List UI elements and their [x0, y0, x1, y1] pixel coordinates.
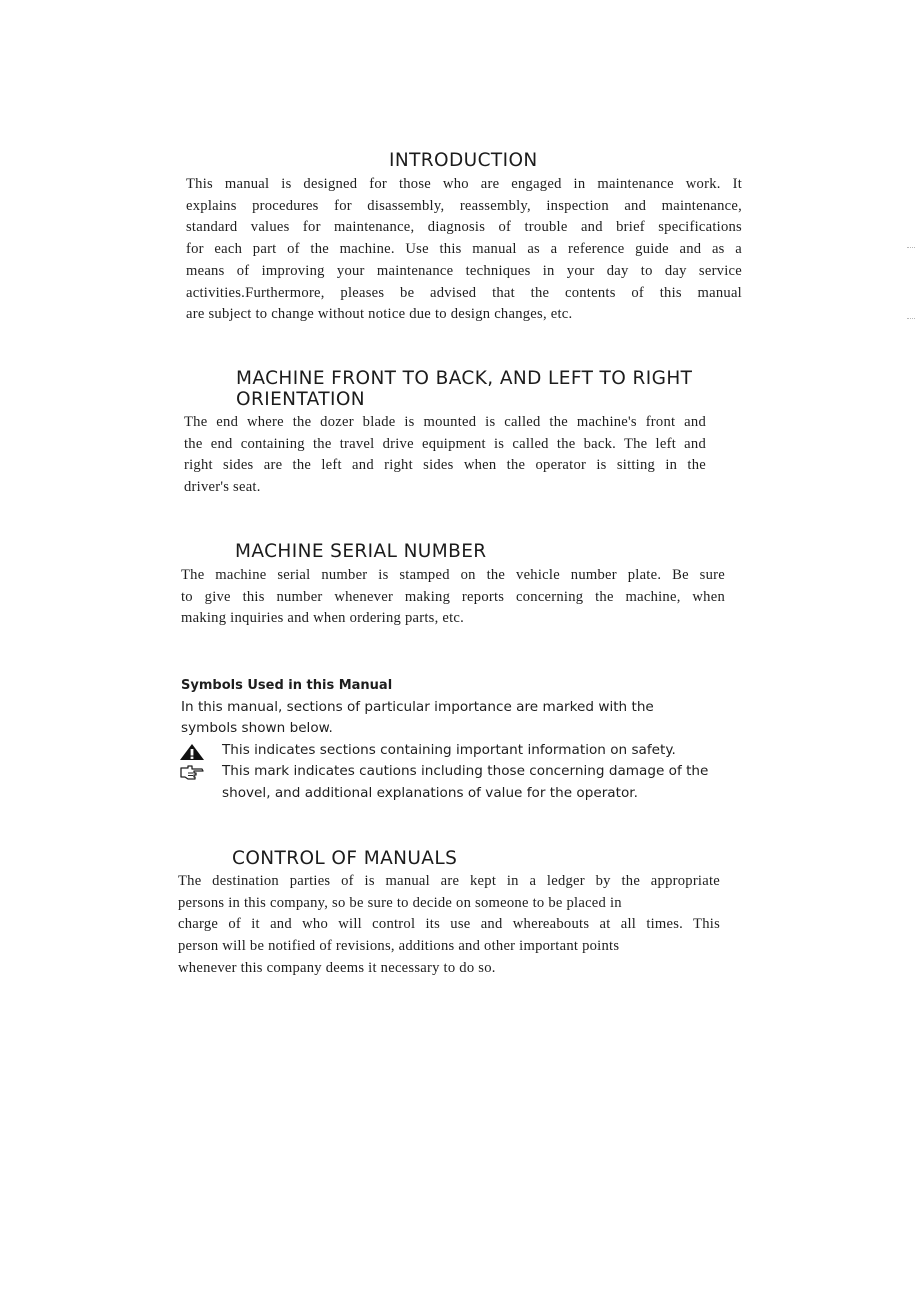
- text-line: shovel, and additional explanations of value for the operator.: [222, 784, 638, 801]
- orientation-heading-line-2: ORIENTATION: [236, 389, 366, 410]
- text-line: The machine serial number is stamped on the vehicle number plate. Be sure: [181, 567, 725, 583]
- note-symbol-row: [181, 761, 708, 783]
- text-line: whenever this company deems it necessary to do so.: [178, 959, 496, 976]
- text-line: to give this number whenever making reports concerning the machine, when: [181, 588, 725, 605]
- text-line: symbols shown below.: [181, 720, 333, 736]
- orientation-heading-line-1: MACHINE FRONT TO BACK, AND LEFT TO RIGHT: [236, 368, 693, 389]
- text-line: persons in this company, so be sure to decide on someone to be placed in: [178, 894, 622, 911]
- symbols-section: [181, 675, 708, 804]
- text-line: the end containing the travel drive equipment is called the back. The left and: [184, 435, 706, 452]
- introduction-heading: INTRODUCTION: [389, 150, 538, 171]
- control-of-manuals-paragraph: [178, 871, 720, 980]
- text-line: explains procedures for disassembly, reassembly, inspection and maintenance,: [186, 197, 742, 214]
- text-line: person will be notified of revisions, additions and other important points: [178, 938, 620, 955]
- text-line: The end where the dozer blade is mounted is called the machine's front and: [184, 414, 706, 430]
- serial-number-paragraph: [181, 565, 725, 630]
- introduction-paragraph: [186, 174, 742, 326]
- text-line: making inquiries and when ordering parts, etc.: [181, 610, 465, 627]
- text-line: The destination parties of is manual are kept in a ledger by the appropriate: [178, 873, 720, 889]
- text-line: for each part of the machine. Use this manual as a reference guide and as a: [186, 241, 742, 258]
- text-line: charge of it and who will control its use and whereabouts at all times. This: [178, 916, 720, 933]
- scan-speck: [907, 318, 915, 321]
- text-line: are subject to change without notice due to design changes, etc.: [186, 306, 573, 323]
- symbols-heading: Symbols Used in this Manual: [181, 678, 393, 693]
- note-symbol-text: This mark indicates cautions including those concerning damage of the: [222, 763, 709, 779]
- text-line: In this manual, sections of particular importance are marked with the: [181, 698, 654, 715]
- serial-number-heading: MACHINE SERIAL NUMBER: [235, 541, 487, 562]
- warning-symbol-text: This indicates sections containing important information on safety.: [222, 741, 676, 758]
- text-line: activities.Furthermore, pleases be advised that the contents of this manual: [186, 284, 742, 301]
- scan-speck: [907, 247, 915, 250]
- text-line: driver's seat.: [184, 479, 261, 496]
- orientation-heading: [236, 368, 692, 410]
- text-line: standard values for maintenance, diagnosis of trouble and brief specifications: [186, 219, 742, 236]
- control-of-manuals-heading: CONTROL OF MANUALS: [232, 848, 458, 869]
- pointing-hand-icon: [179, 764, 205, 782]
- text-line: means of improving your maintenance techniques in your day to day service: [186, 262, 742, 279]
- text-line: This manual is designed for those who are engaged in maintenance work. It: [186, 176, 742, 192]
- text-line: right sides are the left and right sides when the operator is sitting in the: [184, 457, 706, 474]
- warning-symbol-row: [181, 740, 708, 762]
- warning-triangle-icon: [179, 743, 205, 761]
- orientation-paragraph: [184, 412, 706, 499]
